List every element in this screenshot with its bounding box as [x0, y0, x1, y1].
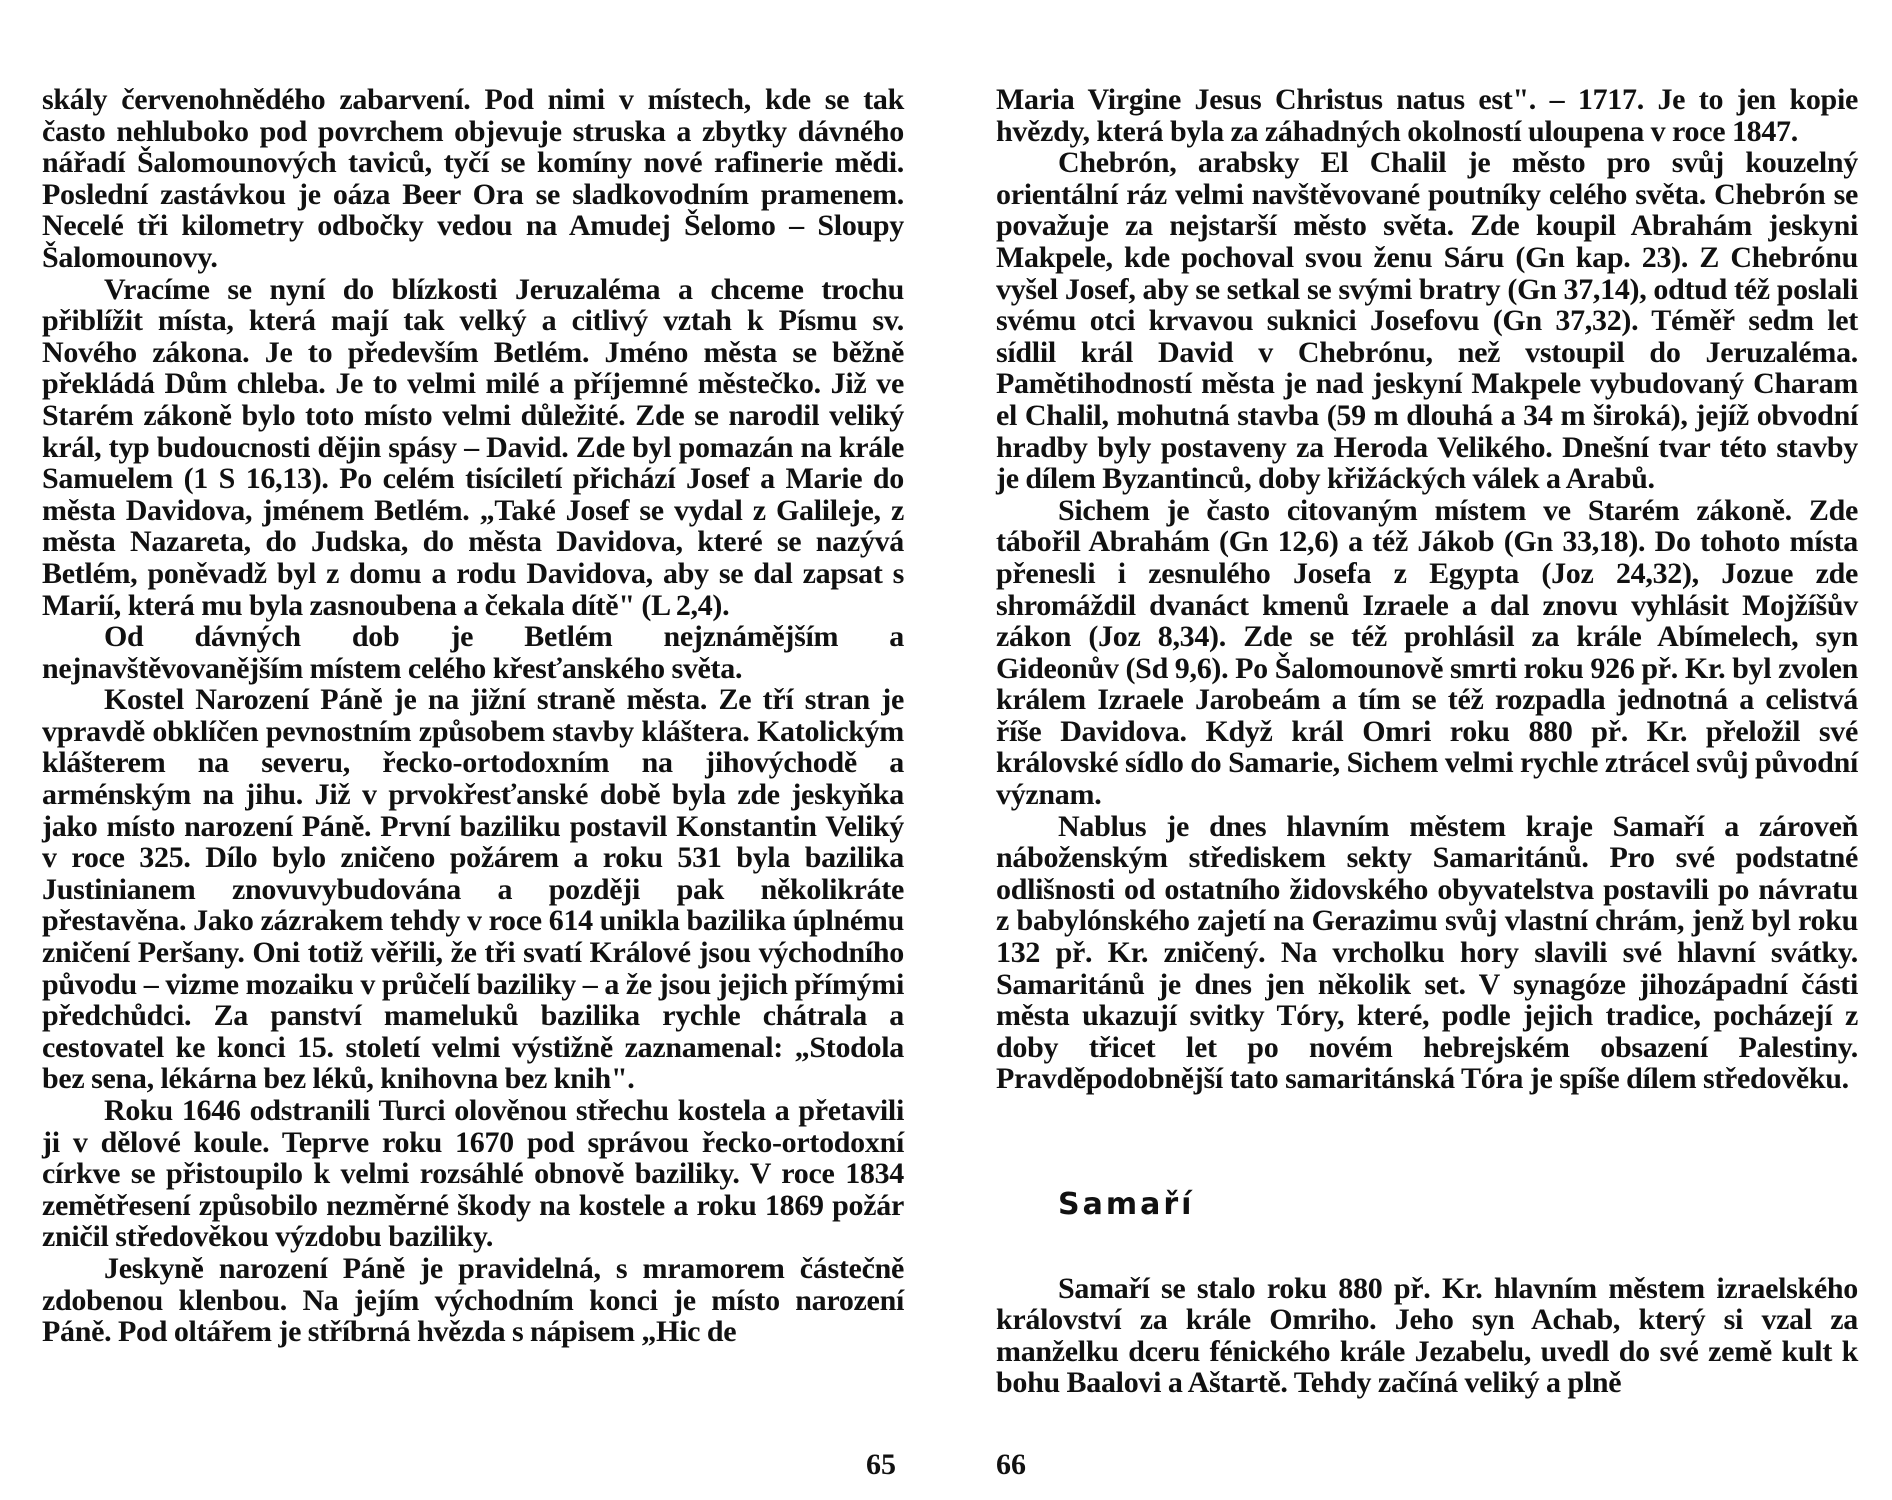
page-number-right: 66	[996, 1448, 1026, 1481]
right-page	[946, 0, 1892, 1500]
right-page-text	[996, 84, 1858, 1399]
left-page-text	[42, 84, 904, 1348]
paragraph: Jeskyně narození Páně je pravidelná, s mramorem částečně zdobenou klenbou. Na jejím východním konci je místo narození Páně. Pod oltářem je stříbrná hvězda s nápisem „Hic de	[42, 1251, 904, 1349]
paragraph: Nablus je dnes hlavním městem kraje Samaří a zároveň náboženským střediskem sekty Samaritánů. Pro své podstatné odlišnosti od ostatního židovského obyvatelstva postavili po návratu z babylónského zajetí na Gerazimu svůj vlastní chrám, jenž byl roku 132 př. Kr. zničený. Na vrcholku hory slavili své hlavní svátky. Samaritánů je dnes jen několik set. V synagóze jihozápadní části města ukazují svitky Tóry, které, podle jejich tradice, pocházejí z doby třicet let po novém hebrejském obsazení Palestiny. Pravděpodobnější tato samaritánská Tóra je spíše dílem středověku.	[996, 809, 1858, 1096]
paragraph: Chebrón, arabsky El Chalil je město pro svůj kouzelný orientální ráz velmi navštěvované poutníky celého světa. Chebrón se považuje za nejstarší město světa. Zde koupil Abrahám jeskyni Makpele, kde pochoval svou ženu Sáru (Gn kap. 23). Z Chebrónu vyšel Josef, aby se setkal se svými bratry (Gn 37,14), odtud též poslali svému otci krvavou suknici Josefovu (Gn 37,32). Téměř sedm let sídlil král David v Chebrónu, než vstoupil do Jeruzaléma. Pamětihodností města je nad jeskyní Makpele vybudovaný Charam el Chalil, mohutná stavba (59 m dlouhá a 34 m široká), jejíž obvodní hradby byly postaveny za Heroda Velikého. Dnešní tvar této stavby je dílem Byzantinců, doby křižáckých válek a Arabů.	[996, 146, 1858, 496]
section-heading: Samaří	[1058, 1187, 1195, 1222]
paragraph: skály červenohnědého zabarvení. Pod nimi v místech, kde se tak často nehluboko pod povrchem objevuje struska a zbytky dávného nářadí Šalomounových taviců, tyčí se komíny nové rafinerie mědi. Poslední zastávkou je oáza Beer Ora se sladkovodním pramenem. Necelé tři kilometry odbočky vedou na Amudej Šelomo – Sloupy Šalomounovy.	[42, 83, 904, 274]
page-number-left: 65	[866, 1448, 896, 1481]
paragraph: Vracíme se nyní do blízkosti Jeruzaléma a chceme trochu přiblížit místa, která mají tak velký a citlivý vztah k Písmu sv. Nového zákona. Je to především Betlém. Jméno města se běžně překládá Dům chleba. Je to velmi milé a příjemné městečko. Již ve Starém zákoně bylo toto místo velmi důležité. Zde se narodil veliký král, typ budoucnosti dějin spásy – David. Zde byl pomazán na krále Samuelem (1 S 16,13). Po celém tisíciletí přichází Josef a Marie do města Davidova, jménem Betlém. „Také Josef se vydal z Galileje, z města Nazareta, do Judska, do města Davidova, které se nazývá Betlém, poněvadž byl z domu a rodu Davidova, aby se dal zapsat s Marií, která mu byla zasnoubena a čekala dítě" (L 2,4).	[42, 272, 904, 622]
paragraph: Kostel Narození Páně je na jižní straně města. Ze tří stran je vpravdě obklíčen pevnostním způsobem stavby kláštera. Katolickým klášterem na severu, řecko-ortodoxním na jihovýchodě a arménským na jihu. Již v prvokřesťanské době byla zde jeskyňka jako místo narození Páně. První baziliku postavil Konstantin Veliký v roce 325. Dílo bylo zničeno požárem a roku 531 byla bazilika Justinianem znovuvybudována a později pak několikráte přestavěna. Jako zázrakem tehdy v roce 614 unikla bazilika úplnému zničení Peršany. Oni totiž věřili, že tři svatí Králové jsou východního původu – vizme mozaiku v průčelí baziliky – a že jsou jejich přímými předchůdci. Za panství mameluků bazilika rychle chátrala a cestovatel ke konci 15. století velmi výstižně zaznamenal: „Stodola bez sena, lékárna bez léků, knihovna bez knih".	[42, 683, 904, 1096]
paragraph: Maria Virgine Jesus Christus natus est". – 1717. Je to jen kopie hvězdy, která byla za záhadných okolností uloupena v roce 1847.	[996, 83, 1858, 148]
paragraph: Samaří se stalo roku 880 př. Kr. hlavním městem izraelského království za krále Omriho. Jeho syn Achab, který si vzal za manželku dceru fénického krále Jezabelu, uvedl do své země kult k bohu Baalovi a Aštartě. Tehdy začíná veliký a plně	[996, 1271, 1858, 1400]
paragraph: Sichem je často citovaným místem ve Starém zákoně. Zde tábořil Abrahám (Gn 12,6) a též Jákob (Gn 33,18). Do tohoto místa přenesli i zesnulého Josefa z Egypta (Joz 24,32), Jozue zde shromáždil dvanáct kmenů Izraele a dal znovu vyhlásit Mojžíšův zákon (Joz 8,34). Zde se též prohlásil za krále Abímelech, syn Gideonův (Sd 9,6). Po Šalomounově smrti roku 926 př. Kr. byl zvolen králem Izraele Jarobeám a tím se též rozpadla jednotná a celistvá říše Davidova. Když král Omri roku 880 př. Kr. přeložil své královské sídlo do Samarie, Sichem velmi rychle ztrácel svůj původní význam.	[996, 493, 1858, 812]
paragraph: Od dávných dob je Betlém nejznámějším a nejnavštěvovanějším místem celého křesťanského světa.	[42, 620, 904, 685]
paragraph: Roku 1646 odstranili Turci olověnou střechu kostela a přetavili ji v dělové koule. Teprve roku 1670 pod správou řecko-ortodoxní církve se přistoupilo k velmi rozsáhlé obnově baziliky. V roce 1834 zemětřesení způsobilo nezměrné škody na kostele a roku 1869 požár zničil středověkou výzdobu baziliky.	[42, 1094, 904, 1254]
